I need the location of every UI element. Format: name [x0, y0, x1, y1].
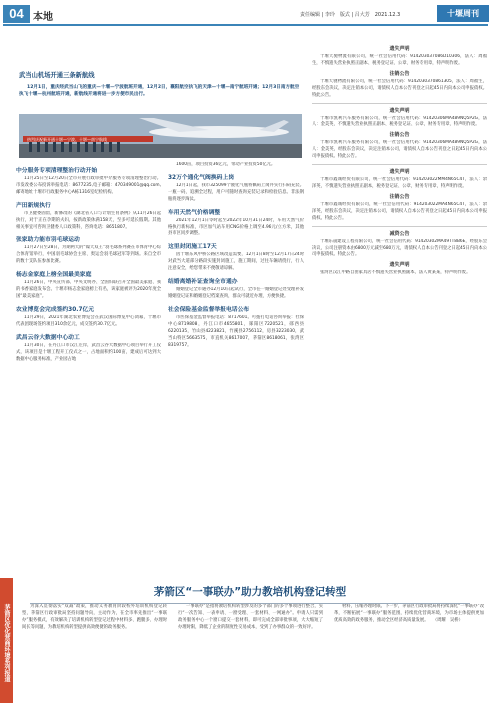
article-text: 11月29日，2021年湖北农业博览会在武汉国际博览中心闭幕，十堰市代表团现场签约项目310余亿元，成交签约30.7亿元。 [16, 314, 161, 327]
bottom-feature-title: 茅箭区“一事联办”助力教培机构登记转型 [30, 584, 470, 604]
announcement-text: 张湾区汉江中路自由家具店不慎遗失营业执照副本，法人黄某某，特声明作废。 [320, 270, 471, 276]
middle-news-column [168, 162, 304, 573]
announcement-title: 减资公告 [389, 230, 410, 237]
divider [312, 103, 487, 104]
bottom-feature-column: 为深入贯彻落实“双减”政策，推动义务教育阶段校外培训机构登记转型，茅箭区行政审批局坚持问题导向，主动作为，在全市率先推出“一事联办”服务模式，有效解决了培训机构转型登记过程中材料多、跑腿多、办理时间长等问题，为教培机构转型提供高效便捷的政务服务。 [22, 604, 167, 630]
announcement-title: 注销公告 [389, 70, 410, 77]
article-text: 11月30日，在丹江口市汉江左岸，武昌云谷大数据中心项目举行开工仪式，该项目是十堰工程开工仪式之一，占地面积约100亩，建成后可达到大数据中心服务标准，产业园占地 [16, 342, 161, 362]
article-text: 11月26日，中央宣传部、中央文明办、全国妇联召开全国最美家庭、我的书香家庭发布会。十堰市杨志金家庭榜上有名，该家庭被评为2020年度全国“最美家庭”。 [16, 280, 161, 299]
feature-lead: 12月1日，重庆经武当山飞的重庆—十堰—宁波航班开通，12月2日，襄阳航空执飞的天津—十堰—南宁航班开通；12月3日南方航空执飞十堰—杭州航班开通，新航线开通将进一步方便市民出行。 [19, 85, 300, 97]
divider [312, 226, 487, 227]
announcement-title: 遗失声明 [389, 262, 410, 269]
page-number: 04 [3, 5, 30, 23]
announcement-text: 十堰天驰物流有限公司，统一社会信用代码：914203037086D10306，法人：周福生，不慎遗失营业执照正副本、税务登记证、公章、财务专用章，特声明作废。 [312, 54, 487, 66]
announcement-text: 十堰市凯利汽车服务有限公司，统一社会信用代码：91420306MA489NQ5P2G，法人：金美英，经股东会决议，决定注销本公司，请债权人自本公告刊登之日起45日内向本公司申报债权。特此公告。 [312, 140, 487, 160]
announcement-text: 十堰市鑫诚经贸有限公司，统一社会信用代码：914203022MA4N65C4T，法人：余泽英，经股东会决议，决定注销本公司，请债权人自本公告刊登之日起45日内向本公司申报债权。特此公告。 [312, 201, 487, 221]
article-text: 因十堰东风中桥公路区域改造需要，12月1日8时至12月17日24时对武当大道部分路段实施封闭施工，施工期间，过往车辆请绕行，行人注意安全，给您带来不便敬请谅解。 [168, 252, 304, 272]
article-title: 32万个通化气阀换码上岗 [168, 174, 235, 181]
editor-meta: 责任编辑 | 李玲 版式 | 吕大芳 2021.12.3 [300, 12, 401, 18]
article-title: 产田新规执行 [16, 202, 51, 209]
divider [312, 164, 487, 165]
header-rule [3, 24, 488, 26]
airport-photo [19, 114, 302, 158]
article-text: 11月27日至28日，为期两天的“镍天双王”羽毛球系列赛在市体育中心综合体育馆举行，中国羽毛球协会主席、奥运会羽毛球冠军等到场。来自全市的数十支队伍参加比赛。 [16, 245, 161, 265]
article-title: 武昌云谷大数据中心动工 [16, 334, 80, 341]
article-text: 1600亩，项目投资36亿元，带动产业投资50亿元。 [176, 162, 276, 167]
article-title: 社会保险基金监督举报电话公布 [168, 306, 250, 313]
article-title: 中分服务专项清理整治行动开始 [16, 168, 98, 174]
announcement-title: 注销公告 [389, 193, 410, 200]
brand-banner: 十堰周刊 [437, 5, 489, 22]
airplane-photo-illustration [19, 114, 302, 158]
article-text: 12月1日起，我市325099个液化气瓶将佩码上岗并实行扫码充装。一瓶一码，追溯全过程，用户可随时查询充装记录和检验信息。非法钢瓶将逐步淘汰。 [168, 182, 304, 202]
photo-banner-text: 热烈庆祝新开通十堰—宁波、十堰—南宁航线 [27, 137, 107, 142]
bottom-feature-column: 材料，压缩办理时限。下一步，茅箭区行政审批局将持续深化“一事联办”改革，不断拓展“一事联办”服务范围，持续优化营商环境，为市场主体提供更加优质高效的政务服务，推动全区经济高质量发展。 （周耀 吴桥） [334, 604, 484, 623]
announcement-title: 遗失声明 [389, 169, 410, 176]
section-title: 本地 [33, 12, 53, 23]
article-title: 车用天然气价格调整 [168, 209, 221, 216]
feature-title: 武当山机场开通三条新航线 [19, 72, 95, 79]
article-title: 张家助力能市羽毛球运动 [16, 237, 80, 244]
series-side-label: 茅箭区优化营商环境系列报道 [0, 578, 13, 703]
announcement-title: 注销公告 [389, 132, 410, 139]
article-text: 市医保基金监督举报电话：8717601。可拨打电话咨询举报：社保中心8719808，丹江口市4655801，郧阳区7220521，郧西县6220135，竹山县4223821，竹溪县2756112，房县3223030，武当山特区5663575，市直机关8617007，茅箭区8618061，张湾区8319757。 [168, 314, 304, 348]
article-title: 杨志金家庭上榜全国最美家庭 [16, 272, 92, 279]
article-text: 11月25日至12月20日全市开展行政审批中介服务专项清理整治行动。市发改委公布投诉举报电话：8677235,电子邮箱：470349001@qq.com,邮寄地址十堰市行政服务中心A栋1316室纪检机构。 [16, 176, 161, 195]
announcement-text: 十堰市鑫诚经贸有限公司，统一社会信用代码：914203022MM4N65C4T，法人：余泽英，不慎遗失营业执照正副本，税务登记证、公章，财务专用章，特声明作废。 [312, 177, 487, 189]
announcement-title: 遗失声明 [389, 107, 410, 114]
article-text: 市卫健委固留，新修改的《湖北省人口与计划生育条例》从11月26日起执行，对于正在孕期的夫妇，按新政策休满158天，至多可延长假期。其他相关事宜可咨询卫健委人口政策科，咨询电话：8651807。 [16, 210, 161, 230]
article-title: 这里封闭施工17天 [168, 244, 217, 251]
article-text: 婚姻登记全市通办12月10日起试行，全市任一婚姻登记处受理补发婚姻登记证和婚姻登记档案查询，群众可就近办理，方便快捷。 [168, 287, 304, 299]
article-title: 结婚离婚补证查询全市通办 [168, 279, 238, 286]
left-news-column [16, 162, 161, 573]
announcements-column [312, 43, 487, 573]
bottom-feature-column: 一事联办”是指将教培机构转型涉及的多个部门的多个事项进行整合，实行“一次告知、一表申请、一窗受理、一套材料、一网通办”。申请人只需到政务服务中心一个窗口提交一套材料，即可完成全部审批事项，大大缩短了办理时限，降低了企业的制度性交易成本，受到了办事群众的一致好评。 [178, 604, 323, 630]
announcement-title: 遗失声明 [389, 46, 410, 52]
article-title: 农业博览会完成签约30.7亿元 [16, 306, 95, 313]
announcement-text: 十堰东晟建设工程有限公司，统一社会信用代码：91420302MA49TT8B6E，经股东会决议，公司注册资本由6800万元减至680万元，请债权人自本公告刊登之日起45日内向本公司申报债权。特此公告。 [312, 238, 487, 258]
announcement-text: 十堰市凯利汽车服务有限公司，统一社会信用代码：91420306MA489NQ5P2G，法人：金美英，不慎遗失营业执照正副本、税务登记证、公章，财务专用章，特声明作废。 [312, 115, 487, 128]
announcement-text: 十堰天驰物流有限公司，统一社会信用代码：9142030370861305，法人：周福生，经股东会决议，决定注销本公司，请债权人自本公告刊登之日起45日内向本公司申报债权。特此公告。 [312, 78, 487, 98]
article-text: 2021年12月1日零时起至2022年10月31日24时，车用天然气价格执行新标准，市区加气站车用CNG价格上调至4.96元/立方米，其他县市区同步调整。 [168, 217, 304, 237]
